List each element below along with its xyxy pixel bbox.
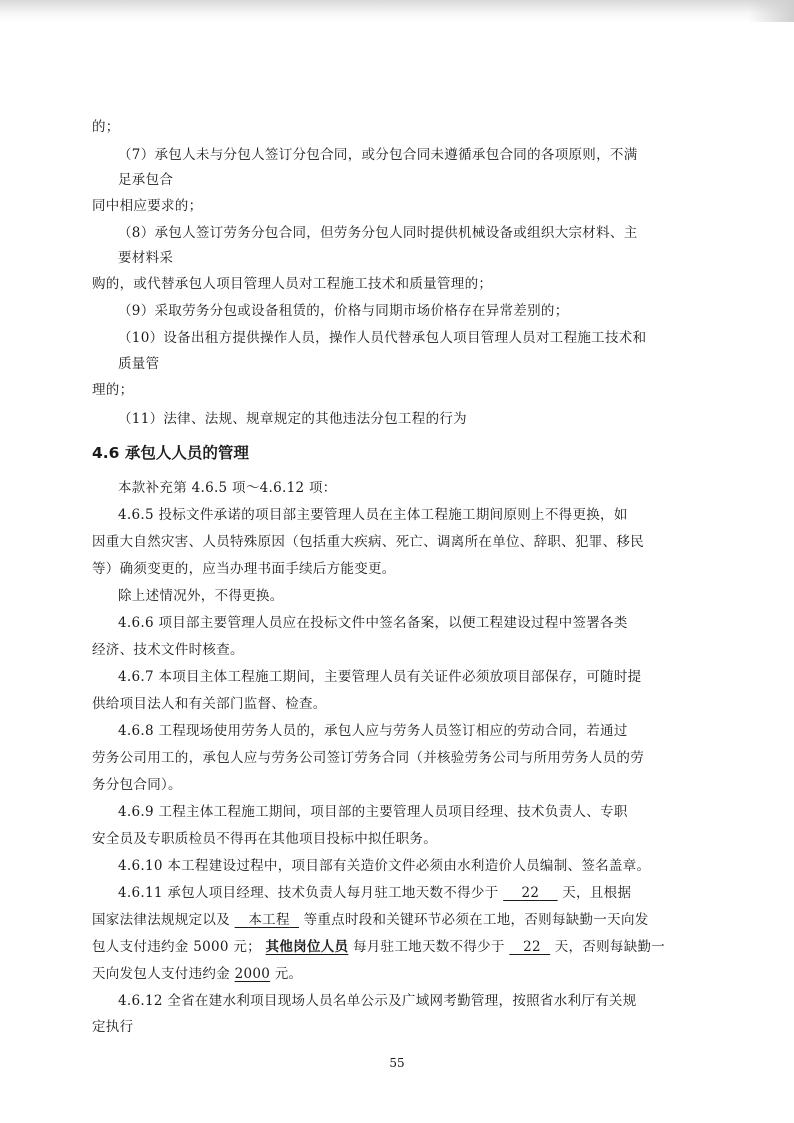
clause-4611-text: 天，否则每缺勤一 [554,939,666,955]
project-scope: 本工程 [248,912,290,928]
section-heading: 4.6 承包人人员的管理 [92,444,249,462]
clause-4611-line-2 [92,910,649,930]
clause-4611-text: 等重点时段和关键环节必须在工地，否则每缺勤一天向发 [303,912,649,928]
text-line: （10）设备出租方提供操作人员，操作人员代替承包人项目管理人员对工程施工技术和 [118,330,647,346]
penalty-amount: 2000 [234,966,271,982]
clause-4611-text: 4.6.11 承包人项目经理、技术负责人每月驻工地天数不得少于 [118,885,499,901]
clause-4611-text: 天，且根据 [562,885,632,901]
clause-4611-line-3 [92,937,665,957]
text-line: 经济、技术文件时核查。 [92,642,244,658]
text-line: 质量管 [118,356,160,372]
text-line: 4.6.8 工程现场使用劳务人员的，承包人应与劳务人员签订相应的劳动合同，若通过 [118,723,628,739]
scan-shadow-corner [748,0,794,22]
text-line: （8）承包人签订劳务分包合同，但劳务分包人同时提供机械设备或组织大宗材料、主 [118,225,638,241]
clause-4611-text: 每月驻工地天数不得少于 [352,939,505,955]
manager-min-days: 22 [521,885,540,901]
text-line: 4.6.6 项目部主要管理人员应在投标文件中签名备案，以便工程建设过程中签署各类 [118,615,628,631]
text-line: 理的； [92,382,134,398]
clause-4611-line-1 [118,883,631,903]
clause-4611-line-4 [92,964,302,984]
text-line: 4.6.7 本项目主体工程施工期间，主要管理人员有关证件必须放项目部保存，可随时提 [118,669,642,685]
text-line: 足承包合 [118,172,174,188]
text-line: 务分包合同）。 [92,777,182,793]
page-number: 55 [389,1056,405,1070]
text-line: 除上述情况外，不得更换。 [118,588,284,604]
text-line: 安全员及专职质检员不得再在其他项目投标中拟任职务。 [92,831,437,847]
text-line: （7）承包人未与分包人签订分包合同，或分包合同未遵循承包合同的各项原则，不满 [118,147,638,163]
text-line: 的； [92,119,120,135]
text-line: 定执行 [92,1019,134,1035]
clause-4612: 4.6.12 全省在建水利项目现场人员名单公示及广域网考勤管理，按照省水利厅有关规 [118,993,637,1009]
text-line: 4.6.9 工程主体工程施工期间，项目部的主要管理人员项目经理、技术负责人、专职 [118,804,628,820]
clause-4611-text: 包人支付违约金 5000 元； [92,939,261,955]
text-line: 劳务公司用工的，承包人应与劳务公司签订劳务合同（并核验劳务公司与所用劳务人员的劳 [92,750,644,766]
text-line: 等）确须变更的，应当办理书面手续后方能变更。 [92,561,396,577]
other-min-days: 22 [523,939,541,955]
text-line: （11）法律、法规、规章规定的其他违法分包工程的行为 [118,411,467,427]
text-line: 4.6.10 本工程建设过程中，项目部有关造价文件必须由水利造价人员编制、签名盖章。 [118,858,651,874]
text-line: 同中相应要求的； [92,198,203,214]
text-line: 购的，或代替承包人项目管理人员对工程施工技术和质量管理的； [92,276,493,292]
text-line: 4.6.5 投标文件承诺的项目部主要管理人员在主体工程施工期间原则上不得更换，如 [118,507,628,523]
text-line: 本款补充第 4.6.5 项～4.6.12 项： [118,480,337,496]
text-line: （9）采取劳务分包或设备租赁的，价格与同期市场价格存在异常差别的； [118,303,569,319]
other-roles: 其他岗位人员 [265,939,349,955]
clause-4611-text: 天向发包人支付违约金 [92,966,230,982]
clause-4611-text: 元。 [274,966,303,982]
scan-shadow [0,0,794,22]
clause-4611-text: 国家法律法规规定以及 [92,912,230,928]
text-line: 要材料采 [118,250,174,266]
text-line: 因重大自然灾害、人员特殊原因（包括重大疾病、死亡、调离所在单位、辞职、犯罪、移民 [92,534,644,550]
text-line: 供给项目法人和有关部门监督、检查。 [92,696,327,712]
